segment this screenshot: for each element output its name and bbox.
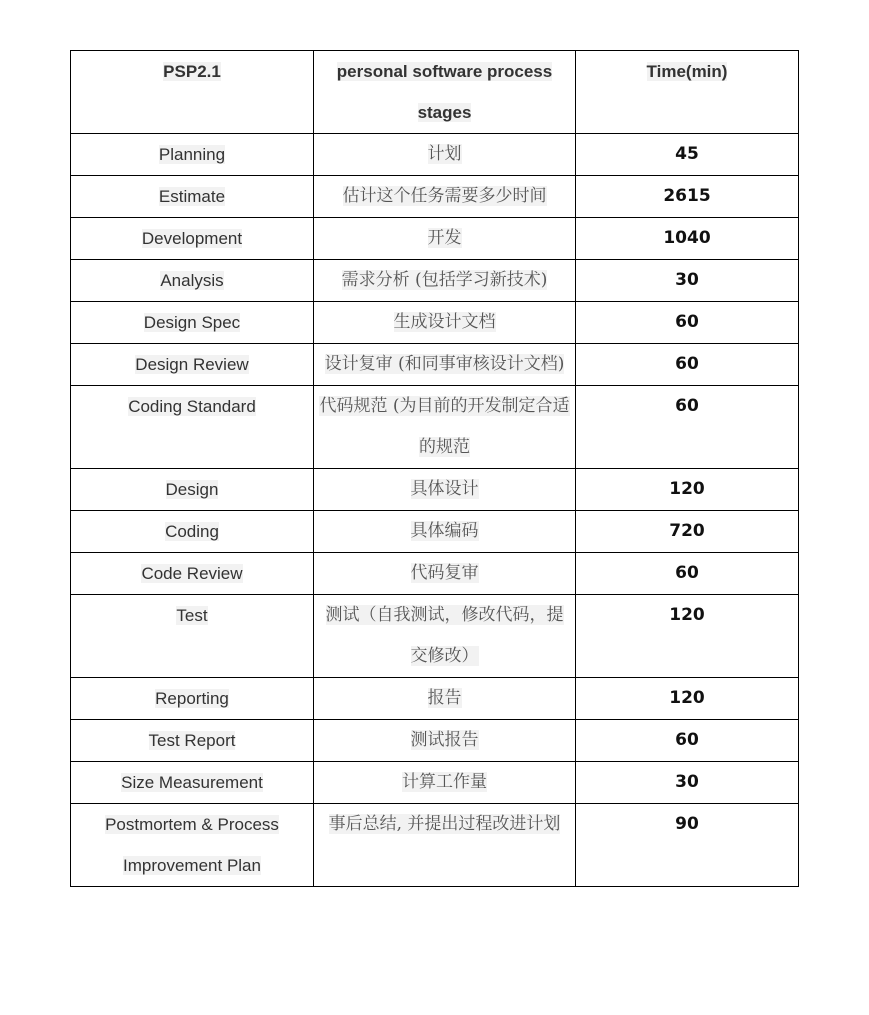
stage-cell: 开发 [314, 218, 576, 260]
table-row [71, 134, 799, 176]
time-cell: 60 [576, 720, 799, 762]
stage-cell: 代码复审 [314, 553, 576, 595]
stage-cell: 报告 [314, 678, 576, 720]
psp-cell: Estimate [71, 176, 314, 218]
time-cell: 120 [576, 469, 799, 511]
psp-cell: Design [71, 469, 314, 511]
table-row [71, 344, 799, 386]
time-cell: 720 [576, 511, 799, 553]
table-row [71, 386, 799, 469]
psp-cell: Planning [71, 134, 314, 176]
time-cell: 30 [576, 260, 799, 302]
table-row [71, 511, 799, 553]
psp-cell: Coding [71, 511, 314, 553]
time-cell: 45 [576, 134, 799, 176]
table-row [71, 260, 799, 302]
table-row [71, 595, 799, 678]
stage-cell: 测试报告 [314, 720, 576, 762]
psp-cell: Development [71, 218, 314, 260]
stage-cell: 测试（自我测试，修改代码，提交修改） [314, 595, 576, 678]
stage-cell: 设计复审 (和同事审核设计文档) [314, 344, 576, 386]
header-stages: personal software process stages [314, 51, 576, 134]
psp-cell: Size Measurement [71, 762, 314, 804]
table-row [71, 720, 799, 762]
table-row [71, 302, 799, 344]
stage-cell: 估计这个任务需要多少时间 [314, 176, 576, 218]
psp-cell: Code Review [71, 553, 314, 595]
header-time: Time(min) [576, 51, 799, 134]
psp-cell: Design Spec [71, 302, 314, 344]
time-cell: 90 [576, 804, 799, 887]
table-row [71, 678, 799, 720]
psp-cell: Coding Standard [71, 386, 314, 469]
stage-cell: 具体编码 [314, 511, 576, 553]
psp-cell: Analysis [71, 260, 314, 302]
psp-cell: Design Review [71, 344, 314, 386]
psp-cell: Reporting [71, 678, 314, 720]
table-row [71, 469, 799, 511]
time-cell: 120 [576, 595, 799, 678]
psp-cell: Test [71, 595, 314, 678]
time-cell: 30 [576, 762, 799, 804]
psp-cell: Postmortem & Process Improvement Plan [71, 804, 314, 887]
table-row [71, 176, 799, 218]
time-cell: 60 [576, 553, 799, 595]
time-cell: 1040 [576, 218, 799, 260]
stage-cell: 需求分析 (包括学习新技术) [314, 260, 576, 302]
stage-cell: 代码规范 (为目前的开发制定合适的规范 [314, 386, 576, 469]
psp-cell: Test Report [71, 720, 314, 762]
stage-cell: 计划 [314, 134, 576, 176]
stage-cell: 具体设计 [314, 469, 576, 511]
header-psp: PSP2.1 [71, 51, 314, 134]
table-header-row [71, 51, 799, 134]
table-row [71, 218, 799, 260]
psp-table [70, 50, 799, 887]
time-cell: 120 [576, 678, 799, 720]
stage-cell: 生成设计文档 [314, 302, 576, 344]
table-row [71, 553, 799, 595]
time-cell: 60 [576, 302, 799, 344]
time-cell: 2615 [576, 176, 799, 218]
table-row [71, 804, 799, 887]
time-cell: 60 [576, 386, 799, 469]
time-cell: 60 [576, 344, 799, 386]
table-row [71, 762, 799, 804]
stage-cell: 事后总结, 并提出过程改进计划 [314, 804, 576, 887]
stage-cell: 计算工作量 [314, 762, 576, 804]
